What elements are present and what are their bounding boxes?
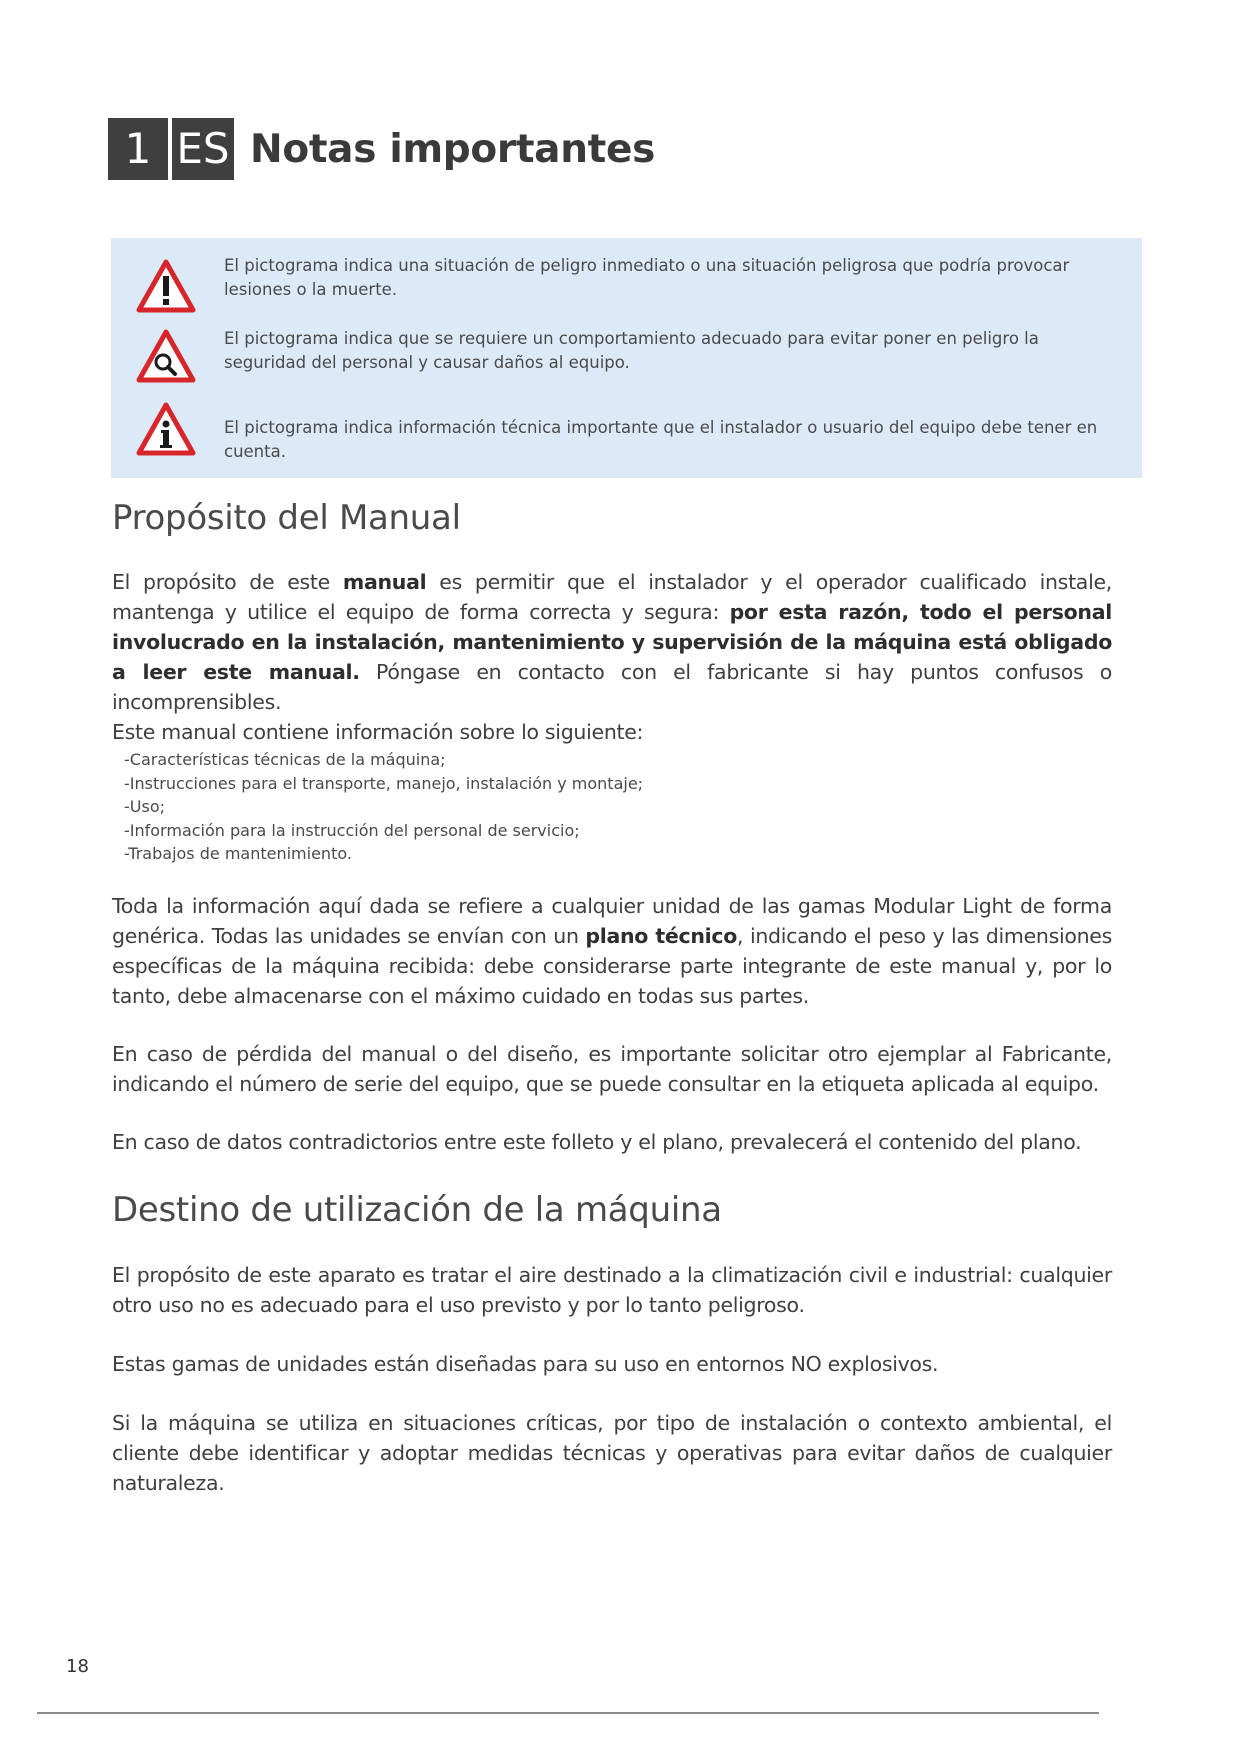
use-paragraph-3: Si la máquina se utiliza en situaciones críticas, por tipo de instalación o contexto ambiental, el cliente debe identificar y adoptar medidas técnicas y operativas para evitar daños de cualquier naturaleza. bbox=[112, 1411, 1112, 1495]
language-code: ES bbox=[172, 118, 234, 180]
use-paragraph-2: Estas gamas de unidades están diseñadas para su uso en entornos NO explosivos. bbox=[112, 1352, 939, 1376]
page-title: Notas importantes bbox=[250, 126, 656, 172]
notice-text-info: El pictograma indica información técnica importante que el instalador o usuario del equipo debe tener en cuenta. bbox=[224, 418, 1098, 461]
purpose-paragraph-4: En caso de datos contradictorios entre este folleto y el plano, prevalecerá el contenido del plano. bbox=[112, 1130, 1082, 1154]
warning-notice-box bbox=[111, 238, 1142, 478]
use-paragraph-1: El propósito de este aparato es tratar el aire destinado a la climatización civil e industrial: cualquier otro uso no es adecuado para el uso previsto y por lo tanto peligroso. bbox=[112, 1263, 1112, 1317]
page-number: 18 bbox=[66, 1656, 89, 1677]
chapter-header bbox=[108, 118, 655, 180]
footer-divider bbox=[37, 1712, 1099, 1714]
list-item: -Características técnicas de la máquina; bbox=[124, 750, 446, 769]
purpose-paragraph-3: En caso de pérdida del manual o del diseño, es importante solicitar otro ejemplar al Fabricante, indicando el número de serie del equipo, que se puede consultar en la etiqueta aplicada al equipo. bbox=[112, 1042, 1112, 1096]
caution-magnifier-icon bbox=[136, 329, 196, 383]
section-heading-purpose: Propósito del Manual bbox=[112, 498, 461, 538]
list-item: -Trabajos de mantenimiento. bbox=[124, 844, 352, 863]
notice-text-caution: El pictograma indica que se requiere un comportamiento adecuado para evitar poner en peligro la seguridad del personal y causar daños al equipo. bbox=[224, 329, 1039, 372]
list-item: -Información para la instrucción del personal de servicio; bbox=[124, 820, 580, 840]
notice-text-danger: El pictograma indica una situación de peligro inmediato o una situación peligrosa que podría provocar lesiones o la muerte. bbox=[224, 256, 1070, 299]
section-heading-intended-use: Destino de utilización de la máquina bbox=[112, 1190, 722, 1230]
chapter-number: 1 bbox=[108, 118, 168, 180]
purpose-paragraph-1: El propósito de este manual es permitir que el instalador y el operador cualificado instale, mantenga y utilice el equipo de forma correcta y segura: por esta razón, todo el personal involucrado en la instalación, mantenimiento y supervisión de la máquina está obligado a leer este manual. Póngase en contacto con el fabricante si hay puntos confusos o incomprensibles. bbox=[112, 570, 1113, 714]
purpose-paragraph-2: Toda la información aquí dada se refiere a cualquier unidad de las gamas Modular Light de forma genérica. Todas las unidades se envían con un plano técnico, indicando el peso y las dimensiones específicas de la máquina recibida: debe considerarse parte integrante de este manual y, por lo tanto, debe almacenarse con el máximo cuidado en todas sus partes. bbox=[112, 894, 1112, 1008]
danger-exclamation-icon bbox=[136, 259, 196, 313]
list-item: -Instrucciones para el transporte, manejo, instalación y montaje; bbox=[124, 773, 644, 793]
list-item: -Uso; bbox=[124, 797, 165, 816]
list-intro: Este manual contiene información sobre lo siguiente: bbox=[112, 720, 644, 744]
info-icon bbox=[136, 402, 196, 456]
contents-list bbox=[124, 748, 643, 866]
